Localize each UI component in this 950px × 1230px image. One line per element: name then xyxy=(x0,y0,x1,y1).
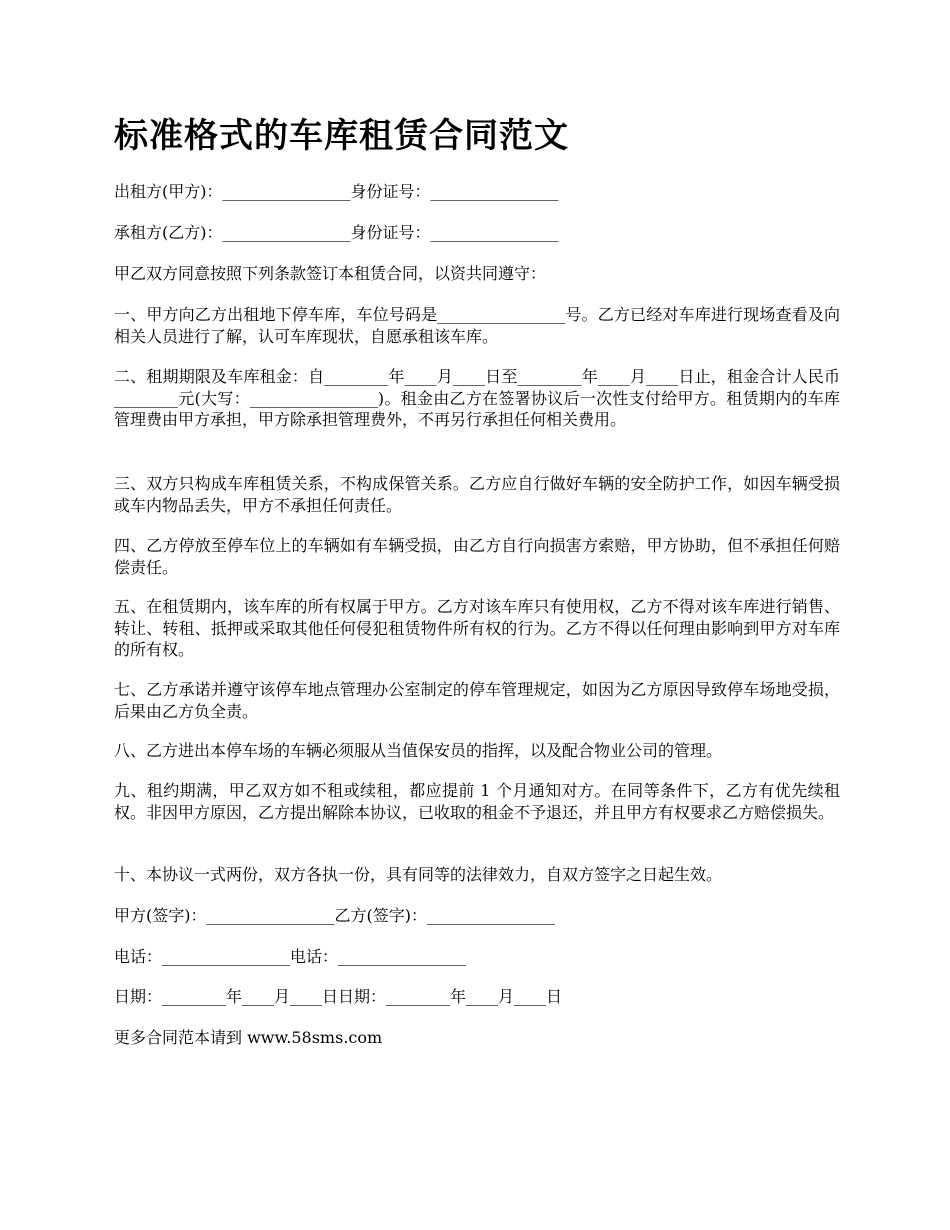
lessor-line: 出租方(甲方)：________________身份证号：________________ xyxy=(114,182,559,201)
signature-line: 甲方(签字)：________________乙方(签字)：________________ xyxy=(114,906,555,925)
footer-note: 更多合同范本请到 www.58sms.com xyxy=(114,1028,383,1047)
clause-2-paragraph: 二、租期期限及车库租金：自________年____月____日至________年____月____日止，租金合计人民币________元(大写：________________)。租金由乙方在签署协议后一次性支付给甲方。租赁期内的车库管理费由甲方承担，甲方除承担管理费外，不再另行承担任何相关费用。 xyxy=(114,367,840,429)
phone-line: 电话：________________电话：________________ xyxy=(114,947,467,966)
clause-3-paragraph: 三、双方只构成车库租赁关系，不构成保管关系。乙方应自行做好车辆的安全防护工作，如因车辆受损或车内物品丢失，甲方不承担任何责任。 xyxy=(114,474,840,515)
clause-1-paragraph: 一、甲方向乙方出租地下停车库，车位号码是________________号。乙方已经对车库进行现场查看及向相关人员进行了解，认可车库现状，自愿承租该车库。 xyxy=(114,305,840,346)
date-line: 日期：________年____月____日日期：________年____月____日 xyxy=(114,987,563,1006)
document-title: 标准格式的车库租赁合同范文 xyxy=(114,116,569,156)
clause-9-paragraph: 九、租约期满，甲乙双方如不租或续租，都应提前 1 个月通知对方。在同等条件下，乙方有优先续租权。非因甲方原因，乙方提出解除本协议，已收取的租金不予退还，并且甲方有权要求乙方赔偿损失。 xyxy=(114,781,840,822)
clause-8-paragraph: 八、乙方进出本停车场的车辆必须服从当值保安员的指挥，以及配合物业公司的管理。 xyxy=(114,741,723,760)
clause-10-paragraph: 十、本协议一式两份，双方各执一份，具有同等的法律效力，自双方签字之日起生效。 xyxy=(114,865,723,884)
clause-7-paragraph: 七、乙方承诺并遵守该停车地点管理办公室制定的停车管理规定，如因为乙方原因导致停车场地受损，后果由乙方负全责。 xyxy=(114,680,840,721)
preamble-paragraph: 甲乙双方同意按照下列条款签订本租赁合同，以资共同遵守： xyxy=(114,264,547,283)
lessee-line: 承租方(乙方)：________________身份证号：________________ xyxy=(114,223,559,242)
clause-5-paragraph: 五、在租赁期内，该车库的所有权属于甲方。乙方对该车库只有使用权，乙方不得对该车库进行销售、转让、转租、抵押或采取其他任何侵犯租赁物件所有权的行为。乙方不得以任何理由影响到甲方对车库的所有权。 xyxy=(114,597,840,659)
clause-4-paragraph: 四、乙方停放至停车位上的车辆如有车辆受损，由乙方自行向损害方索赔，甲方协助，但不承担任何赔偿责任。 xyxy=(114,536,840,577)
